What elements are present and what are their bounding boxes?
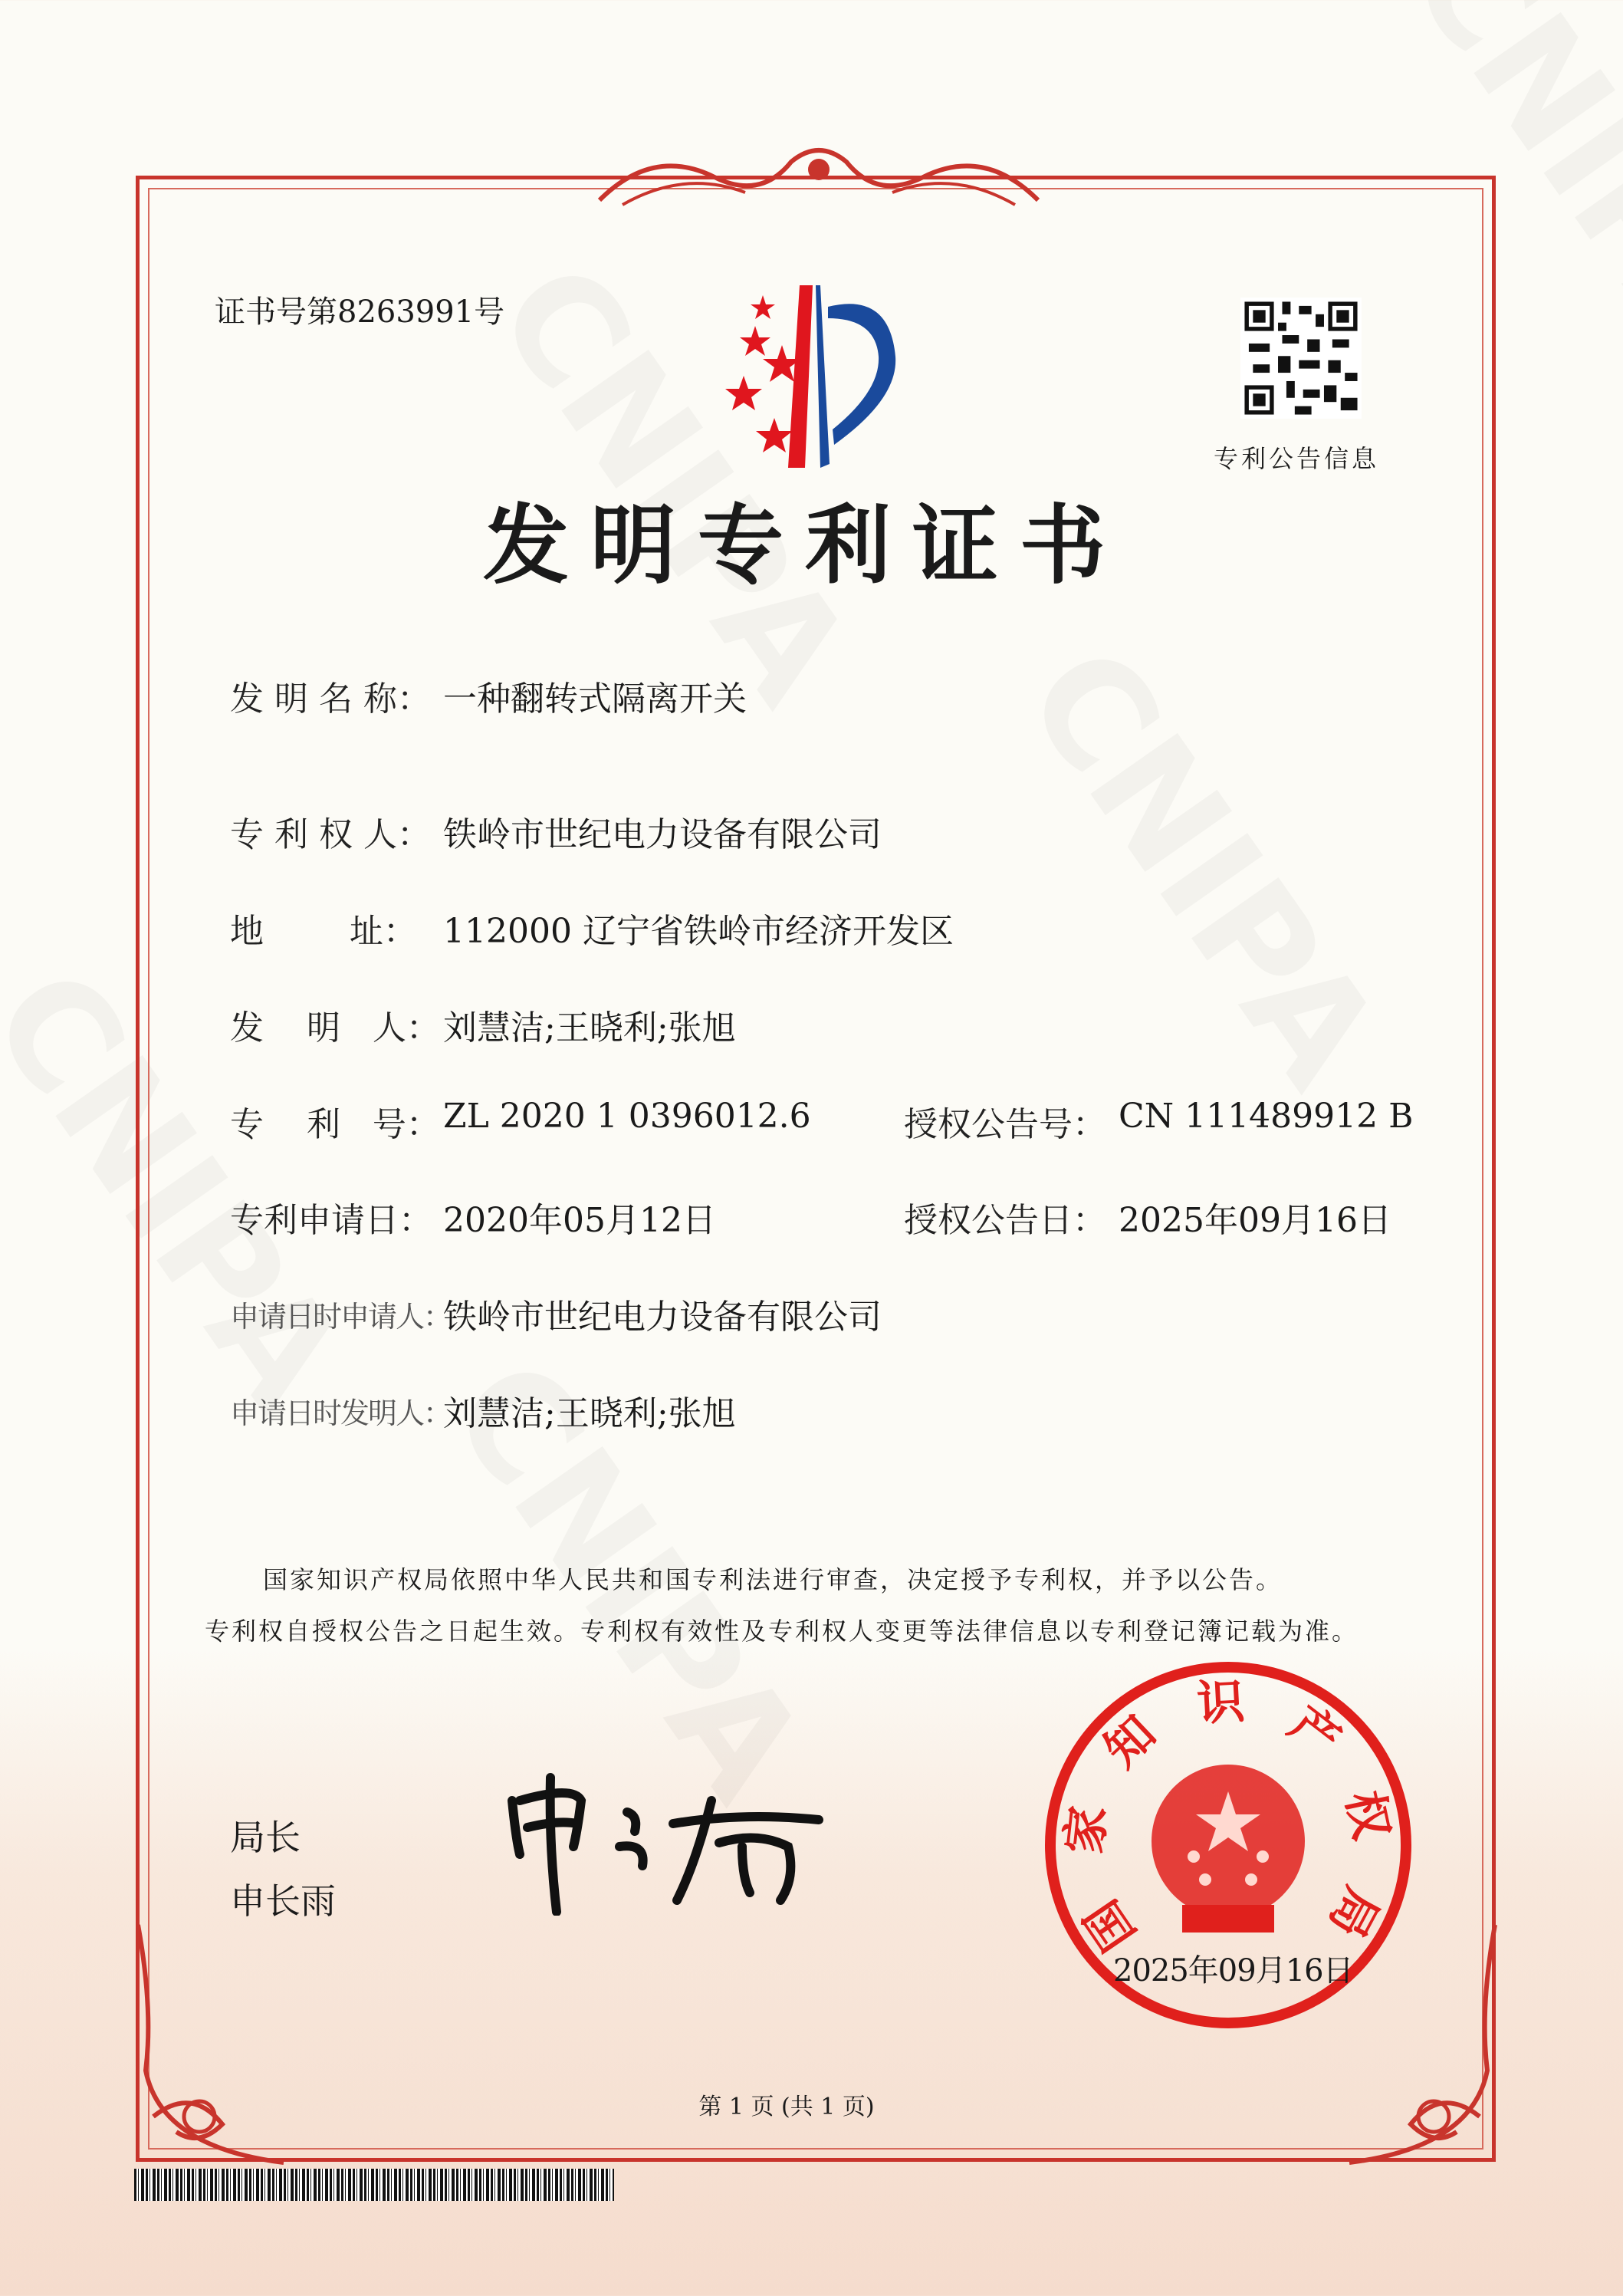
director-signature [497, 1770, 834, 1916]
patent-number: ZL 2020 1 0396012.6 [443, 1097, 811, 1136]
invention-name: 一种翻转式隔离开关 [443, 679, 747, 719]
field-label: 发 明 人： [230, 1008, 440, 1048]
grant-publication-date: 2025年09月16日 [1119, 1201, 1391, 1240]
inventors-at-filing: 刘慧洁;王晓利;张旭 [443, 1394, 736, 1433]
seal-text: 国家知识产权局 [1055, 1673, 1401, 1962]
corner-ornament-left [130, 1917, 307, 2170]
top-ornament [592, 139, 1046, 212]
page-title: 发明专利证书 [483, 496, 1127, 596]
field-label: 授权公告日： [904, 1201, 1106, 1240]
application-date: 2020年05月12日 [443, 1201, 716, 1240]
certificate-number: 证书号第8263991号 [215, 294, 505, 330]
field-label: 专利申请日： [230, 1201, 432, 1240]
field-label: 发 明 名 称： [230, 679, 431, 719]
qr-code[interactable] [1240, 298, 1362, 419]
field-label: 专 利 号： [230, 1105, 440, 1144]
barcode [134, 2169, 614, 2201]
field-label: 授权公告号： [904, 1105, 1106, 1144]
statement-line: 国家知识产权局依照中华人民共和国专利法进行审查，决定授予专利权，并予以公告。 [263, 1565, 1283, 1594]
field-label: 地 址： [230, 912, 417, 951]
field-label: 申请日时申请人： [230, 1300, 452, 1334]
cnipa-logo [698, 284, 943, 475]
address: 112000 辽宁省铁岭市经济开发区 [443, 912, 954, 951]
director-title: 局长 [230, 1817, 301, 1858]
corner-ornament-right [1326, 1917, 1503, 2170]
field-label: 专 利 权 人： [230, 815, 431, 854]
applicant-at-filing: 铁岭市世纪电力设备有限公司 [443, 1298, 882, 1337]
grant-publication-number: CN 111489912 B [1119, 1097, 1414, 1136]
statement-line: 专利权自授权公告之日起生效。专利权有效性及专利权人变更等法律信息以专利登记簿记载为准。 [205, 1617, 1359, 1646]
seal-date: 2025年09月16日 [1113, 1953, 1353, 1988]
field-label: 申请日时发明人： [230, 1396, 452, 1430]
qr-label: 专利公告信息 [1214, 444, 1380, 473]
page-indicator: 第 1 页 (共 1 页) [698, 2094, 875, 2120]
patentee: 铁岭市世纪电力设备有限公司 [443, 815, 882, 854]
inventors: 刘慧洁;王晓利;张旭 [443, 1008, 736, 1048]
director-name: 申长雨 [230, 1880, 336, 1922]
